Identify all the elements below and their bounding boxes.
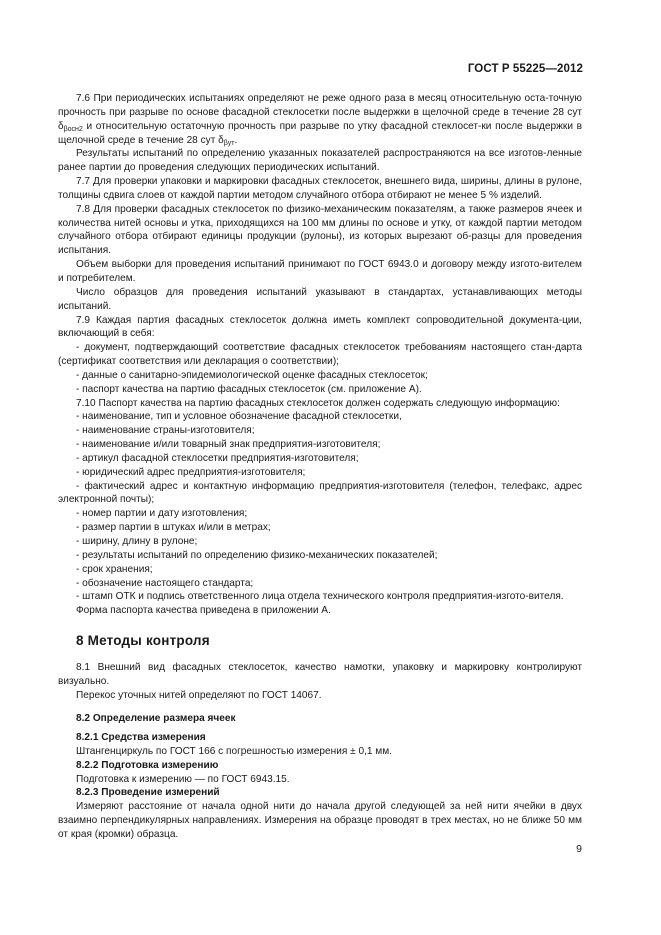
section-8-heading: 8 Методы контроля <box>76 633 210 648</box>
paragraph: Штангенциркуль по ГОСТ 166 с погрешностью измерения ± 0,1 мм. <box>76 745 392 757</box>
paragraph: Результаты испытаний по определению указанных показателей распространяются на все изготов-ленные ранее партии до проведения следующих периодических испытаний. <box>58 148 582 174</box>
list-item: - фактический адрес и контактную информацию предприятия-изготовителя (телефон, телефакс, адрес электронной почты); <box>58 480 582 506</box>
list-item: - обозначение настоящего стандарта; <box>76 577 254 589</box>
paragraph: Объем выборки для проведения испытаний принимают по ГОСТ 6943.0 и договору между изгото-вителем и потребителем. <box>58 259 582 284</box>
paragraph-7-9: 7.9 Каждая партия фасадных стеклосеток должна иметь комплект сопроводительной документа-ции, включающий в себя: <box>58 314 582 340</box>
list-item: - ширину, длину в рулоне; <box>76 536 198 547</box>
list-item: - наименование страны-изготовителя; <box>76 425 255 437</box>
paragraph: Перекос уточных нитей определяют по ГОСТ 14067. <box>76 689 322 701</box>
text-run: и относительную остаточную прочность при разрыве по утку фасадной стеклосет-ки после выдержки в щелочной среде в течение 28 сут δ <box>58 120 582 146</box>
section-7-body <box>58 92 582 618</box>
list-item: - данные о санитарно-эпидемиологической оценке фасадных стеклосеток; <box>76 369 428 381</box>
paragraph: Измеряют расстояние от начала одной нити до начала другой следующей за ней нити ячейки в двух взаимно перпендикулярных направлениях. Измерения на образце проводят в трех местах, но не ближе 50 мм от края (кромки) образца. <box>58 801 582 840</box>
list-item: - наименование, тип и условное обозначение фасадной стеклосетки, <box>76 411 402 423</box>
list-item: - штамп ОТК и подпись ответственного лица отдела технического контроля предприятия-изгото-вителя. <box>76 591 564 603</box>
paragraph: Подготовка к измерению — по ГОСТ 6943.15. <box>76 773 290 785</box>
page-number: 9 <box>576 843 582 855</box>
section-8-body <box>58 661 582 703</box>
subsection-heading: 8.2.3 Проведение измерений <box>76 787 220 799</box>
subsection-heading: 8.2.1 Средства измерения <box>76 732 206 743</box>
list-item: - результаты испытаний по определению физико-механических показателей; <box>76 549 438 561</box>
list-item: - срок хранения; <box>76 563 153 575</box>
paragraph-7-10: 7.10 Паспорт качества на партию фасадных стеклосеток должен содержать следующую информацию: <box>76 397 560 409</box>
document-code: ГОСТ Р 55225—2012 <box>467 63 583 75</box>
section-8-2-details <box>58 731 582 842</box>
list-item: - документ, подтверждающий соответствие фасадных стеклосеток требованиям настоящего стан-дарта (сертификат соответствия или декларация о соответствии); <box>58 342 582 368</box>
list-item: - артикул фасадной стеклосетки предприятия-изготовителя; <box>76 452 359 464</box>
subscript: βосн2 <box>63 125 83 133</box>
paragraph-7-6 <box>58 92 582 147</box>
list-item: - размер партии в штуках и/или в метрах; <box>76 522 271 534</box>
subscript: βут <box>223 139 235 147</box>
list-item: - наименование и/или товарный знак предприятия-изготовителя; <box>76 439 381 451</box>
paragraph-7-8: 7.8 Для проверки фасадных стеклосеток по физико-механическим показателям, а также размеров ячеек и количества нитей основы и утка, приходящихся на 100 мм длины по основе и утку, от каждой партии методом случайного отбора отбирают единицы продукции (рулоны), из которых вырезают об-разцы для проведения испытания. <box>58 203 582 257</box>
list-item: - номер партии и дату изготовления; <box>76 508 248 520</box>
subsection-heading: 8.2 Определение размера ячеек <box>76 713 236 724</box>
text-run: 7.6 При периодических испытаниях определяют не реже одного раза в месяц относительную оста-точную прочность при разрыве по основе фасадной стеклосетки после выдержки в щелочной среде в течение 28 сут δ <box>58 93 582 132</box>
list-item: - паспорт качества на партию фасадных стеклосеток (см. приложение А). <box>76 383 422 395</box>
text-run: . <box>234 134 238 146</box>
paragraph: Число образцов для проведения испытаний указывают в стандартах, устанавливающих методы испытаний. <box>58 286 582 312</box>
paragraph-8-1: 8.1 Внешний вид фасадных стеклосеток, качество намотки, упаковку и маркировку контролируют визуально. <box>58 662 582 687</box>
paragraph-7-7: 7.7 Для проверки упаковки и маркировки фасадных стеклосеток, внешнего вида, ширины, длины в рулоне, толщины сдвига слоев от каждой партии методом случайного отбора отбирают не менее 5 % изделий. <box>58 176 582 201</box>
section-8-2 <box>58 712 582 726</box>
list-item: - юридический адрес предприятия-изготовителя; <box>76 466 306 478</box>
subsection-heading: 8.2.2 Подготовка измерению <box>76 759 219 771</box>
paragraph: Форма паспорта качества приведена в приложении А. <box>76 605 331 617</box>
